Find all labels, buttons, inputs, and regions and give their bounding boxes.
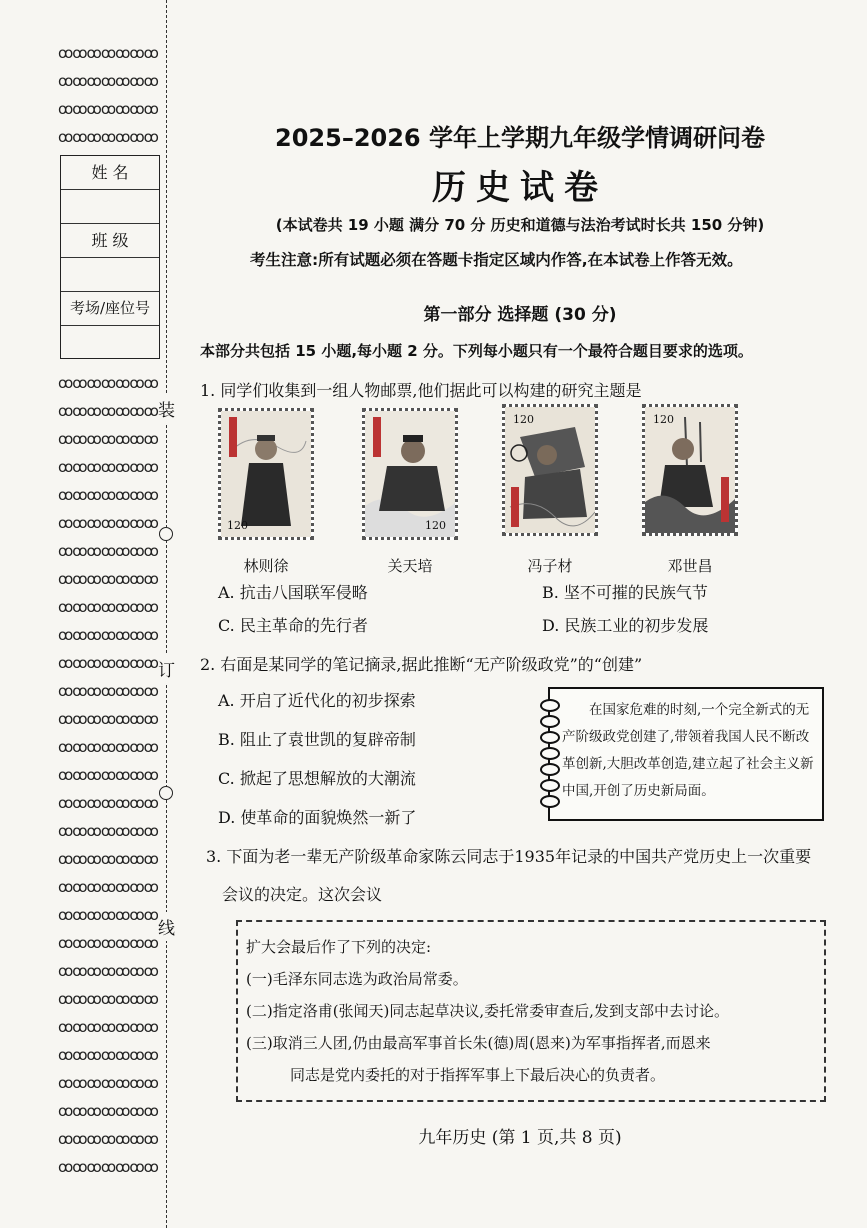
q1-option-a[interactable]: A. 抗击八国联军侵略 [218, 583, 368, 602]
page-footer: 九年历史 (第 1 页,共 8 页) [418, 1128, 622, 1148]
decorative-border: ꝏꝏꝏꝏꝏꝏꝏ [58, 44, 158, 62]
decision-line: (三)取消三人团,仍由最高军事首长朱(德)周(恩来)为军事指挥者,而恩来 [246, 1034, 711, 1052]
decorative-border: ꝏꝏꝏꝏꝏꝏꝏ [58, 514, 158, 532]
decorative-border: ꝏꝏꝏꝏꝏꝏꝏ [58, 430, 158, 448]
question-1-stem: 1. 同学们收集到一组人物邮票,他们据此可以构建的研究主题是 [200, 381, 642, 400]
decorative-border: ꝏꝏꝏꝏꝏꝏꝏ [58, 654, 158, 672]
binding-char-zhuang: 装 [158, 394, 175, 423]
decorative-border: ꝏꝏꝏꝏꝏꝏꝏ [58, 906, 158, 924]
decorative-border: ꝏꝏꝏꝏꝏꝏꝏ [58, 850, 158, 868]
decorative-border: ꝏꝏꝏꝏꝏꝏꝏ [58, 570, 158, 588]
binding-char-ding: 订 [158, 654, 175, 683]
decorative-border: ꝏꝏꝏꝏꝏꝏꝏ [58, 1130, 158, 1148]
name-field[interactable] [61, 190, 159, 224]
decorative-border: ꝏꝏꝏꝏꝏꝏꝏ [58, 738, 158, 756]
q2-option-b[interactable]: B. 阻止了袁世凯的复辟帝制 [218, 730, 416, 749]
q2-option-d[interactable]: D. 使革命的面貌焕然一新了 [218, 808, 417, 827]
meeting-decision-box [236, 920, 826, 1102]
decorative-border: ꝏꝏꝏꝏꝏꝏꝏ [58, 962, 158, 980]
note-text: 在国家危难的时刻,一个完全新式的无产阶级政党创建了,带领着我国人民不断改革创新,大胆改革创造,建立起了社会主义新中国,开创了历史新局面。 [562, 702, 814, 799]
seat-field[interactable] [61, 326, 159, 359]
decorative-border: ꝏꝏꝏꝏꝏꝏꝏ [58, 1018, 158, 1036]
q1-option-b[interactable]: B. 坚不可摧的民族气节 [542, 583, 708, 602]
binding-char-xian: 线 [158, 912, 175, 941]
stamp-feng-zicai [502, 404, 598, 536]
decorative-border: ꝏꝏꝏꝏꝏꝏꝏ [58, 1074, 158, 1092]
class-field[interactable] [61, 258, 159, 292]
decorative-border: ꝏꝏꝏꝏꝏꝏꝏ [58, 682, 158, 700]
decorative-border: ꝏꝏꝏꝏꝏꝏꝏ [58, 934, 158, 952]
decorative-border: ꝏꝏꝏꝏꝏꝏꝏ [58, 990, 158, 1008]
name-label: 姓 名 [61, 156, 159, 190]
binding-hole [159, 527, 173, 541]
decorative-border: ꝏꝏꝏꝏꝏꝏꝏ [58, 72, 158, 90]
stamp-lin-zexu [218, 408, 314, 540]
exam-notice: 考生注意:所有试题必须在答题卡指定区域内作答,在本试卷上作答无效。 [250, 251, 743, 269]
decorative-border: ꝏꝏꝏꝏꝏꝏꝏ [58, 822, 158, 840]
decision-line: (一)毛泽东同志选为政治局常委。 [246, 970, 468, 988]
stamp-guan-tianpei [362, 408, 458, 540]
decorative-border: ꝏꝏꝏꝏꝏꝏꝏ [58, 598, 158, 616]
q1-option-c[interactable]: C. 民主革命的先行者 [218, 616, 368, 635]
stamp-caption: 关天培 [387, 557, 433, 575]
q2-option-a[interactable]: A. 开启了近代化的初步探索 [218, 691, 416, 710]
question-2-stem: 2. 右面是某同学的笔记摘录,据此推断“无产阶级政党”的“创建” [200, 655, 643, 674]
decorative-border: ꝏꝏꝏꝏꝏꝏꝏ [58, 128, 158, 146]
stamp-value: 120 [227, 519, 248, 532]
exam-title: 2025–2026 学年上学期九年级学情调研问卷 [275, 124, 765, 152]
stamp-value: 120 [425, 519, 446, 532]
decorative-border: ꝏꝏꝏꝏꝏꝏꝏ [58, 402, 158, 420]
decorative-border: ꝏꝏꝏꝏꝏꝏꝏ [58, 794, 158, 812]
stamp-value: 120 [653, 413, 674, 426]
stamp-caption: 林则徐 [243, 557, 289, 575]
decorative-border: ꝏꝏꝏꝏꝏꝏꝏ [58, 1102, 158, 1120]
subject-title: 历史试卷 [432, 168, 608, 208]
spiral-ring [540, 731, 560, 744]
stamp-caption: 邓世昌 [667, 557, 713, 575]
decorative-border: ꝏꝏꝏꝏꝏꝏꝏ [58, 626, 158, 644]
decision-line: 扩大会最后作了下列的决定: [246, 938, 432, 956]
spiral-ring [540, 747, 560, 760]
spiral-ring [540, 699, 560, 712]
decorative-border: ꝏꝏꝏꝏꝏꝏꝏ [58, 710, 158, 728]
exam-subtitle: (本试卷共 19 小题 满分 70 分 历史和道德与法治考试时长共 150 分钟) [275, 216, 765, 234]
stamp-value: 120 [513, 413, 534, 426]
stamp-caption: 冯子材 [527, 557, 573, 575]
decision-line: 同志是党内委托的对于指挥军事上下最后决心的负责者。 [290, 1066, 666, 1084]
question-3-stem-line1: 3. 下面为老一辈无产阶级革命家陈云同志于1935年记录的中国共产党历史上一次重要 [206, 847, 812, 866]
part-intro: 本部分共包括 15 小题,每小题 2 分。下列每小题只有一个最符合题目要求的选项。 [200, 342, 753, 360]
spiral-ring [540, 763, 560, 776]
class-label: 班 级 [61, 224, 159, 258]
decorative-border: ꝏꝏꝏꝏꝏꝏꝏ [58, 100, 158, 118]
decorative-border: ꝏꝏꝏꝏꝏꝏꝏ [58, 458, 158, 476]
spiral-ring [540, 795, 560, 808]
decorative-border: ꝏꝏꝏꝏꝏꝏꝏ [58, 486, 158, 504]
decorative-border: ꝏꝏꝏꝏꝏꝏꝏ [58, 374, 158, 392]
decorative-border: ꝏꝏꝏꝏꝏꝏꝏ [58, 766, 158, 784]
q2-option-c[interactable]: C. 掀起了思想解放的大潮流 [218, 769, 416, 788]
note-excerpt [548, 687, 824, 821]
binding-line [166, 0, 167, 1228]
spiral-ring [540, 779, 560, 792]
seat-label: 考场/座位号 [61, 292, 159, 326]
decorative-border: ꝏꝏꝏꝏꝏꝏꝏ [58, 1158, 158, 1176]
decision-line: (二)指定洛甫(张闻天)同志起草决议,委托常委审查后,发到支部中去讨论。 [246, 1002, 729, 1020]
spiral-ring [540, 715, 560, 728]
q1-option-d[interactable]: D. 民族工业的初步发展 [542, 616, 709, 635]
question-3-stem-line2: 会议的决定。这次会议 [222, 885, 383, 904]
part-heading: 第一部分 选择题 (30 分) [423, 305, 617, 325]
binding-hole [159, 786, 173, 800]
decorative-border: ꝏꝏꝏꝏꝏꝏꝏ [58, 1046, 158, 1064]
student-info-box [60, 155, 160, 359]
decorative-border: ꝏꝏꝏꝏꝏꝏꝏ [58, 542, 158, 560]
decorative-border: ꝏꝏꝏꝏꝏꝏꝏ [58, 878, 158, 896]
stamp-deng-shichang [642, 404, 738, 536]
